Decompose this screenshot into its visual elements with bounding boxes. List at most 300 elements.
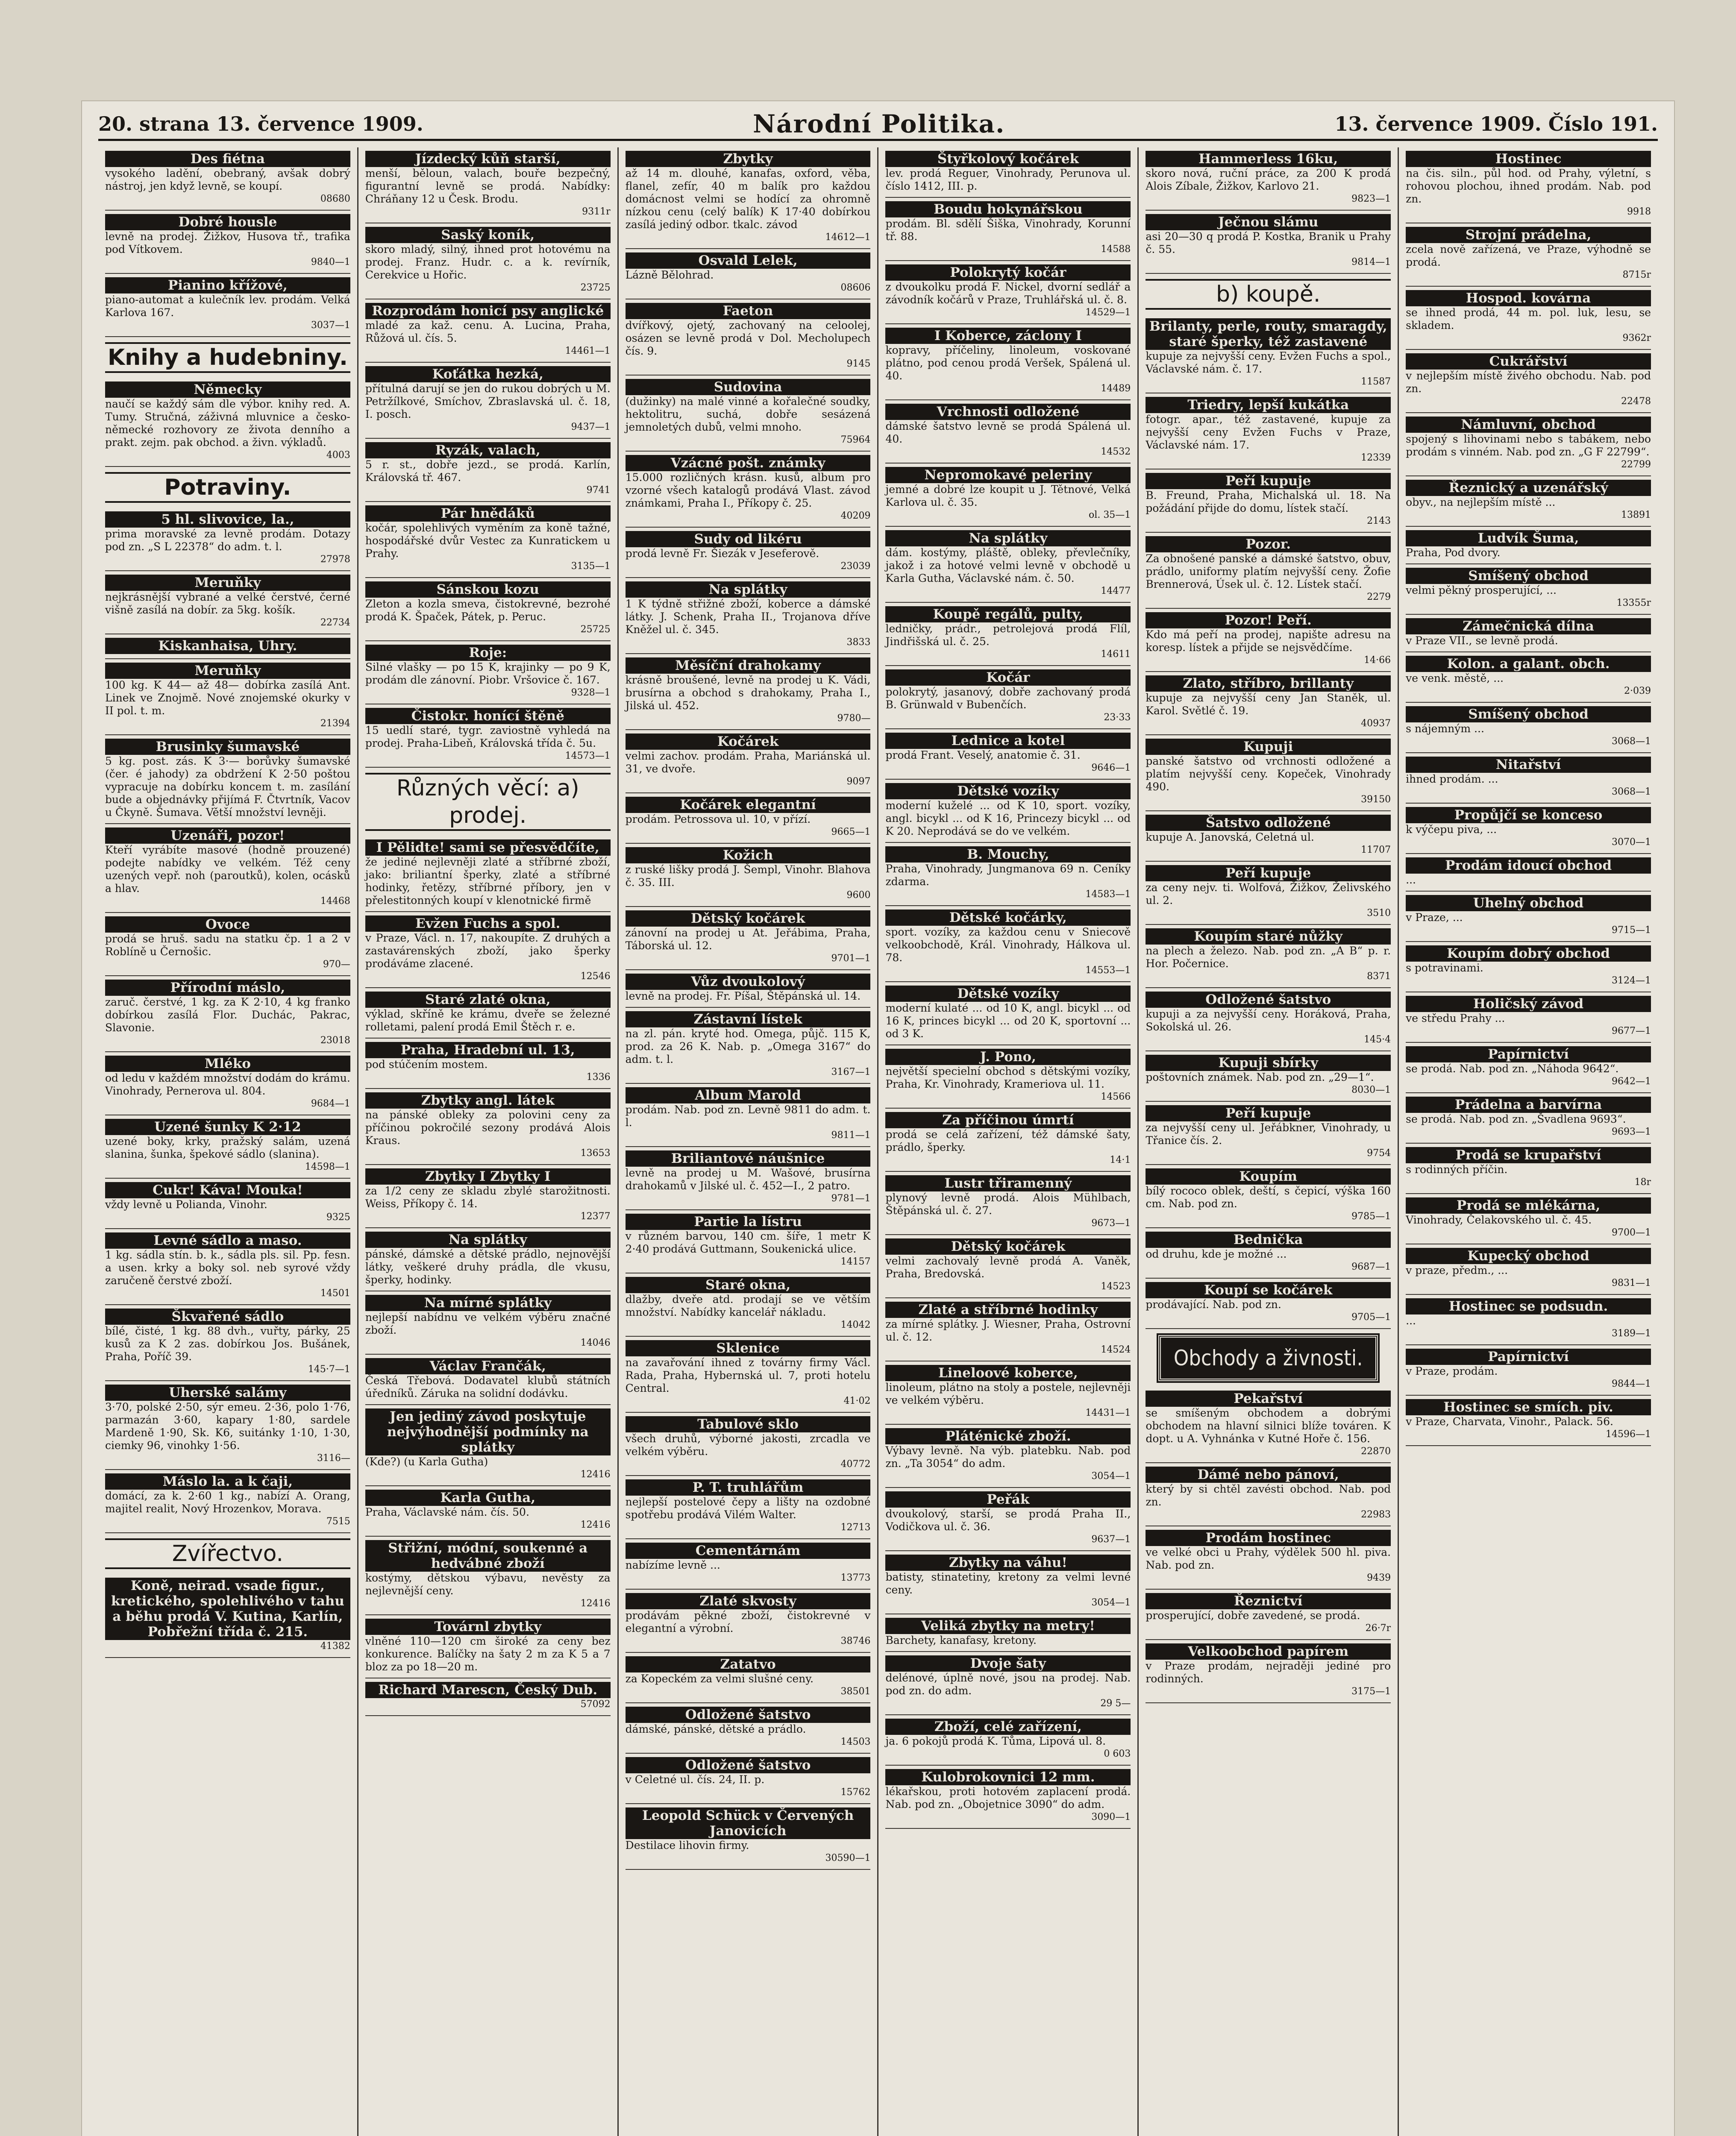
ad-headline: Kožich: [626, 847, 871, 863]
ad-reference-number: ol. 35—1: [1089, 510, 1131, 520]
ad-reference-number: 21394: [320, 718, 350, 729]
ad-reference-number: 12416: [580, 1598, 611, 1609]
ad-body: prodávající. Nab. pod zn.: [1146, 1298, 1281, 1311]
ad-body: ve venk. městě, ...: [1406, 672, 1504, 684]
classified-ad: [105, 1229, 350, 1305]
ad-reference-number: 9362r: [1622, 333, 1651, 343]
classified-ad: [885, 1298, 1131, 1361]
ad-headline: Holičský závod: [1406, 996, 1651, 1012]
ad-headline: Hostinec se smích. piv.: [1406, 1399, 1651, 1415]
ad-reference-number: 13773: [840, 1573, 871, 1583]
ad-headline: Prodám idoucí obchod: [1406, 857, 1651, 874]
ad-reference-number: 3037—1: [311, 320, 350, 331]
ad-reference-number: 9693—1: [1611, 1127, 1651, 1137]
ad-reference-number: 14611: [1101, 649, 1131, 660]
ad-headline: Dětský kočárek: [885, 1238, 1131, 1255]
classified-ad: [885, 198, 1131, 261]
classified-ad: [105, 147, 350, 211]
classified-ad: [1146, 1463, 1391, 1526]
ad-headline: Velkoobchod papírem: [1146, 1643, 1391, 1660]
ad-headline: Štyřkolový kočárek: [885, 151, 1131, 167]
ad-reference-number: 13653: [580, 1148, 611, 1159]
ad-body: největší specielní obchod s dětskými vozíky, Praha, Kr. Vinohrady, Krameriova ul. 11.: [885, 1065, 1131, 1090]
ad-reference-number: 9665—1: [831, 827, 871, 837]
classified-ad: [626, 578, 871, 654]
ad-reference-number: 9781—1: [831, 1193, 871, 1204]
ad-reference-number: 3124—1: [1611, 975, 1651, 986]
ad-body: od druhu, kde je možné ...: [1146, 1248, 1287, 1260]
classified-ad: [1406, 147, 1651, 223]
ad-body: sport. vozíky, za každou cenu v Sniecově velkoobchodě, Král. Vinohrady, Hálkova ul. 78.: [885, 926, 1131, 964]
ad-reference-number: 13355r: [1616, 598, 1651, 608]
ad-reference-number: 23·33: [1104, 712, 1131, 723]
classified-ad: [105, 735, 350, 824]
ad-body: výklad, skříně ke krámu, dveře se železné rolletami, palení prodá Emil Štěch r. e.: [365, 1008, 611, 1033]
classified-ad: [105, 1115, 350, 1179]
classified-ad: [1406, 1295, 1651, 1345]
classified-ad: [626, 452, 871, 528]
ad-reference-number: 9814—1: [1351, 257, 1391, 267]
ad-reference-number: 9705—1: [1351, 1312, 1391, 1323]
ad-body: s nájemným ...: [1406, 722, 1484, 735]
ad-body: dámské šatstvo levně se prodá Spálená ul. 40.: [885, 420, 1131, 445]
ad-headline: Richard Marescn, Český Dub.: [365, 1682, 611, 1698]
ad-headline: Dětské vozíky: [885, 986, 1131, 1002]
ad-headline: Vzácné pošt. známky: [626, 455, 871, 471]
classified-ad: [1406, 703, 1651, 753]
ad-headline: Kolon. a galant. obch.: [1406, 656, 1651, 672]
ad-reference-number: 14524: [1101, 1344, 1131, 1355]
classified-ad: [1406, 476, 1651, 527]
classified-ad: [626, 376, 871, 452]
ad-reference-number: 9754: [1367, 1148, 1391, 1159]
classified-ad: [885, 1551, 1131, 1614]
ad-reference-number: 3054—1: [1091, 1597, 1131, 1608]
ad-reference-number: 9328—1: [571, 687, 611, 698]
classified-ad: [1406, 892, 1651, 942]
ad-reference-number: 9600: [846, 890, 871, 901]
ad-reference-number: 7515: [326, 1516, 350, 1527]
classified-ad: [365, 1165, 611, 1228]
ad-headline: Kupecký obchod: [1406, 1248, 1651, 1264]
ad-body: uzené boky, krky, pražský salám, uzená slanina, šunka, špekové sádlo (slanina).: [105, 1135, 350, 1160]
ad-headline: Leopold Schück v Červených Janovicích: [626, 1807, 871, 1839]
ad-body: prodá Frant. Veselý, anatomie č. 31.: [885, 749, 1081, 761]
ad-reference-number: 14523: [1101, 1281, 1131, 1292]
classified-columns: [98, 147, 1658, 2136]
ad-body: pánské, dámské a dětské prádlo, nejnovější látky, veškeré druhy prádla, dle vkusu, šperky, hodinky.: [365, 1248, 611, 1286]
classified-ad: [626, 730, 871, 793]
ad-body: všech druhů, výborné jakosti, zrcadla ve velkém výběru.: [625, 1432, 871, 1458]
classified-ad: [1406, 564, 1651, 615]
ad-body: Silné vlašky — po 15 K, krajinky — po 9 K, prodám dle zánovní. Piobr. Vršovice č. 167.: [365, 661, 611, 686]
header-right: 13. července 1909. Číslo 191.: [1334, 112, 1658, 135]
ad-body: dlažby, dveře atd. prodají se ve větším množství. Nabídky kancelář nákladu.: [625, 1293, 871, 1318]
header-left: 20. strana 13. července 1909.: [98, 112, 423, 135]
classified-ad: [1406, 350, 1651, 413]
classified-ad: [365, 1291, 611, 1355]
ad-body: skoro mladý, silný, ihned prot hotovému na prodej. Franz. Hudr. c. a k. revírník, Cerekvice u Hořic.: [365, 243, 611, 281]
ad-body: velmi pěkný prosperující, ...: [1406, 584, 1557, 596]
classified-ad: [885, 843, 1131, 906]
ad-body: v Praze, ...: [1406, 911, 1463, 924]
classified-ad: [1406, 1093, 1651, 1144]
ad-reference-number: 9642—1: [1611, 1076, 1651, 1087]
classified-ad: [885, 1045, 1131, 1109]
ad-reference-number: 12416: [580, 1469, 611, 1480]
ad-reference-number: 145·4: [1364, 1034, 1391, 1045]
section-heading: Různých věcí: a) prodej.: [365, 773, 611, 831]
ad-reference-number: 14532: [1101, 446, 1131, 457]
ad-body: v různém barvou, 140 cm. šíře, 1 metr K 2·40 prodává Guttmann, Soukenická ulice.: [625, 1230, 871, 1255]
classified-ad: [626, 1273, 871, 1337]
classified-ad: [1406, 1194, 1651, 1244]
ad-headline: Jen jediný závod poskytuje nejvýhodnější podmínky na splátky: [365, 1408, 611, 1455]
ad-body: až 14 m. dlouhé, kanafas, oxford, věba, flanel, zefír, 40 m balík pro každou domácnost velmi se hodící za ohromně nízkou cenu (celý balík) K 17·40 dobírkou zasílá jediný odbor. tkalc. závod: [625, 167, 871, 231]
ad-reference-number: 12339: [1361, 452, 1391, 463]
classified-ad: [626, 147, 871, 249]
classified-ad: [885, 400, 1131, 464]
ad-headline: Partie la lístru: [626, 1214, 871, 1230]
ad-headline: Uzenáři, pozor!: [105, 827, 350, 844]
ad-reference-number: 3175—1: [1351, 1686, 1391, 1697]
ad-reference-number: 3068—1: [1611, 786, 1651, 797]
classified-ad: [1406, 804, 1651, 854]
ad-reference-number: 9325: [326, 1212, 350, 1223]
ad-body: nabízíme levně ...: [625, 1559, 720, 1571]
ad-body: prodávám pěkné zboží, čistokrevné v elegantní a výrobní.: [625, 1609, 871, 1634]
ad-headline: Faeton: [626, 303, 871, 319]
ad-headline: Přírodní máslo,: [105, 980, 350, 996]
classified-ad: [885, 147, 1131, 198]
ad-headline: Nitařství: [1406, 757, 1651, 773]
ad-headline: Rozprodám honicí psy anglické: [365, 303, 611, 319]
classified-ad: [365, 1405, 611, 1486]
ad-body: piano-automat a kulečník lev. prodám. Velká Karlova 167.: [105, 293, 350, 319]
ad-reference-number: 18r: [1634, 1177, 1651, 1188]
ad-headline: Pozor! Peří.: [1146, 612, 1391, 628]
ad-reference-number: 23039: [840, 561, 871, 572]
ad-body: mladé za kaž. cenu. A. Lucina, Praha, Růžová ul. čís. 5.: [365, 319, 611, 344]
ad-headline: Uzené šunky K 2·12: [105, 1119, 350, 1135]
classified-ad: [105, 508, 350, 571]
ad-body: batisty, stinatetiny, kretony za velmi levné ceny.: [885, 1571, 1131, 1596]
ad-reference-number: 9741: [586, 485, 611, 496]
ad-body: Praha, Pod dvory.: [1406, 546, 1501, 559]
ad-headline: Zástavní lístek: [626, 1011, 871, 1027]
classified-ad: [885, 1109, 1131, 1172]
ad-headline: Kočárek: [626, 734, 871, 750]
ad-reference-number: 14042: [840, 1320, 871, 1330]
ad-body: skoro nová, ruční práce, za 200 K prodá Alois Zíbale, Žižkov, Karlovo 21.: [1146, 167, 1391, 192]
ad-body: Vinohrady, Čelakovského ul. č. 45.: [1406, 1214, 1592, 1226]
ad-body: kočár, spolehlivých vyměním za koně tažné, hospodářské dvůr Vestec za Kunratickem u Prahy.: [365, 522, 611, 560]
ad-body: Lázně Bělohrad.: [625, 269, 714, 281]
ad-headline: Zámečnická dílna: [1406, 618, 1651, 634]
classified-ad: [1146, 1526, 1391, 1590]
ad-body: 5 r. st., dobře jezd., se prodá. Karlín, Královská tř. 467.: [365, 458, 611, 484]
ad-headline: Dámé nebo pánoví,: [1146, 1467, 1391, 1483]
ad-body: asi 20—30 q prodá P. Kostka, Branik u Prahy č. 55.: [1146, 230, 1391, 255]
classified-ad: [626, 1008, 871, 1084]
ad-reference-number: 9715—1: [1611, 925, 1651, 936]
ad-body: dám. kostýmy, pláště, obleky, převlečníky, jakož i za hotové velmi levně v obchodě u Karla Gutha, Václavské nám. č. 50.: [885, 546, 1131, 584]
ad-body: (Kde?) (u Karla Gutha): [365, 1455, 488, 1468]
ad-body: Barchety, kanafasy, kretony.: [885, 1634, 1037, 1646]
ad-headline: P. T. truhlářům: [626, 1479, 871, 1496]
classified-ad: [1406, 753, 1651, 804]
classified-ad: [1406, 1244, 1651, 1295]
ad-body: v Praze prodám, nejraději jediné pro rodinných.: [1146, 1660, 1391, 1685]
ad-headline: Na splátky: [885, 530, 1131, 546]
classified-ad: [626, 1804, 871, 1870]
classified-ad: [1406, 1043, 1651, 1093]
ad-headline: Papírnictví: [1406, 1349, 1651, 1365]
ad-headline: Na splátky: [365, 1232, 611, 1248]
classified-ad: [1146, 1590, 1391, 1640]
ad-reference-number: 9145: [846, 358, 871, 369]
classified-ad: [365, 836, 611, 912]
ad-body: delénové, úplně nové, jsou na prodej. Nab. pod zn. do adm.: [885, 1672, 1131, 1697]
ad-headline: Evžen Fuchs a spol.: [365, 915, 611, 932]
classified-ad: [1406, 413, 1651, 476]
ad-reference-number: 3189—1: [1611, 1328, 1651, 1339]
ad-headline: Tabulové sklo: [626, 1416, 871, 1432]
ad-body: prodá se hruš. sadu na statku čp. 1 a 2 v Roblíně u Černošic.: [105, 933, 350, 958]
ad-body: za 1/2 ceny ze skladu zbylé starožitnosti. Weiss, Příkopy č. 14.: [365, 1185, 611, 1210]
ad-headline: Odložené šatstvo: [626, 1757, 871, 1773]
ad-body: prodám. Nab. pod zn. Levně 9811 do adm. t. l.: [625, 1103, 871, 1129]
classified-ad: [1406, 652, 1651, 703]
ad-reference-number: 3116—: [317, 1453, 350, 1464]
ad-headline: Ryzák, valach,: [365, 442, 611, 458]
ad-reference-number: 41382: [320, 1641, 350, 1652]
classified-ad: [626, 528, 871, 578]
classified-ad: [105, 659, 350, 735]
classified-ad: [1406, 1345, 1651, 1396]
ad-headline: I Koberce, záclony I: [885, 328, 1131, 344]
ad-headline: Koupím: [1146, 1168, 1391, 1185]
ad-body: s rodinných příčin.: [1406, 1163, 1508, 1176]
ad-body: v Praze, prodám.: [1406, 1365, 1498, 1377]
ad-body: s potravinami.: [1406, 962, 1483, 974]
ad-body: pod stúčením mostem.: [365, 1058, 488, 1071]
ad-headline: Vrchnosti odložené: [885, 404, 1131, 420]
ad-headline: Hammerless 16ku,: [1146, 151, 1391, 167]
ad-body: na zavařování ihned z továrny firmy Václ. Rada, Praha, Hybernská ul. 7, proti hotelu Central.: [625, 1356, 871, 1394]
ad-headline: Dětský kočárek: [626, 910, 871, 927]
ad-headline: Uhelný obchod: [1406, 895, 1651, 911]
ad-reference-number: 9677—1: [1611, 1026, 1651, 1036]
classified-ad: [1146, 862, 1391, 925]
classified-ad: [365, 147, 611, 223]
classified-ad: [626, 844, 871, 907]
ad-headline: Briliantové náušnice: [626, 1150, 871, 1167]
ad-reference-number: 11707: [1361, 845, 1391, 855]
ad-body: 15.000 rozličných krásn. kusů, album pro vzorné všech katalogů prodává Vlast. závod známkami, Praha I., Příkopy č. 25.: [625, 471, 871, 509]
classified-ad: [105, 1574, 350, 1658]
ad-headline: Lustr třiramenný: [885, 1175, 1131, 1191]
classified-ad: [365, 578, 611, 641]
classified-ad: [626, 1539, 871, 1590]
ad-body: že jediné nejlevněji zlaté a stříbrné zboží, jako: briliantní šperky, zlaté a stříbrné hodinky, řetězy, stříbrné příbory, jen v přelestitonných koupí v klenotnické firmě: [365, 856, 611, 907]
ad-headline: Triedry, lepší kukátka: [1146, 397, 1391, 413]
ad-body: Česká Třebová. Dodavatel klubů státních úředníků. Záruka na solidní dodávku.: [365, 1374, 611, 1400]
ad-body: ja. 6 pokojů prodá K. Tůma, Lipová ul. 8.: [885, 1735, 1106, 1747]
ad-headline: Na splátky: [626, 581, 871, 598]
ad-headline: Sudy od likéru: [626, 531, 871, 547]
ad-reference-number: 12546: [580, 971, 611, 982]
ad-reference-number: 38746: [840, 1636, 871, 1646]
ad-body: lékařskou, proti hotovém zaplacení prodá. Nab. pod zn. „Obojetnice 3090“ do adm.: [885, 1785, 1131, 1810]
ad-reference-number: 40772: [840, 1459, 871, 1470]
ad-body: dvoukolový, starší, se prodá Praha II., Vodičkova ul. č. 36.: [885, 1508, 1131, 1533]
classified-ad: [1146, 1102, 1391, 1165]
classified-ad: [1146, 1640, 1391, 1703]
ad-reference-number: 38501: [840, 1686, 871, 1697]
ad-body: 15 uedlí staré, tygr. zaviostně vyhledá na prodej. Praha-Libeň, Královská třída č. 5u.: [365, 724, 611, 749]
classified-ad: [885, 464, 1131, 527]
ad-body: kupuje za nejvyšší ceny. Evžen Fuchs a spol., Václavské nám. č. 17.: [1146, 350, 1391, 375]
classified-ad: [1146, 609, 1391, 672]
ad-body: velmi zachov. prodám. Praha, Mariánská ul. 31, ve dvoře.: [625, 750, 871, 775]
ad-reference-number: 14477: [1101, 586, 1131, 596]
ad-headline: Pláténické zboží.: [885, 1428, 1131, 1444]
classified-ad: [626, 249, 871, 299]
ad-headline: Kupuji sbírky: [1146, 1055, 1391, 1071]
classified-ad: [885, 1766, 1131, 1829]
ad-reference-number: 9780—: [837, 713, 871, 724]
ad-headline: Střižní, módní, soukenné a hedvábné zboží: [365, 1540, 611, 1572]
ad-body: prodám. Petrossova ul. 10, v přízí.: [625, 813, 811, 825]
ad-headline: Lednice a kotel: [885, 733, 1131, 749]
ad-body: domácí, za k. 2·60 1 kg., nabízí A. Orang, majitel realit, Nový Hrozenkov, Morava.: [105, 1490, 350, 1515]
classified-ad: [365, 1089, 611, 1165]
ad-reference-number: 9311r: [582, 206, 611, 217]
classified-ad: [1406, 223, 1651, 287]
ad-headline: Sánskou kozu: [365, 581, 611, 598]
ad-headline: Pozor.: [1146, 536, 1391, 552]
classified-ad: [1146, 1387, 1391, 1463]
ad-reference-number: 3135—1: [571, 561, 611, 572]
ad-body: kupuje za nejvyšší ceny Jan Staněk, ul. Karol. Světlé č. 19.: [1146, 692, 1391, 717]
ad-headline: Koně, neirad. vsade figur., kretického, spolehlivého v tahu a běhu prodá V. Kutina, Karlín, Pobřežní třída č. 215.: [105, 1578, 350, 1640]
ad-body: jemné a dobré lze koupit u J. Tětnové, Velká Karlova ul. č. 35.: [885, 483, 1131, 508]
ad-body: 100 kg. K 44— až 48— dobírka zasílá Ant. Linek ve Znojmě. Nové znojemské okurky v II pol. t. m.: [105, 679, 350, 717]
ad-body: na plech a železo. Nab. pod zn. „A B“ p. r. Hor. Počernice.: [1146, 945, 1391, 970]
classified-ad: [365, 1486, 611, 1537]
classified-ad: [105, 976, 350, 1052]
ad-headline: Staré zlaté okna,: [365, 992, 611, 1008]
ad-body: prodá se celá zařízení, též dámské šaty, prádlo, šperky.: [885, 1128, 1131, 1153]
classified-ad: [105, 1470, 350, 1533]
ad-headline: Škvařené sádlo: [105, 1309, 350, 1325]
ad-reference-number: 2·039: [1624, 686, 1651, 696]
ad-body: v Praze, Charvata, Vinohr., Palack. 56.: [1406, 1415, 1613, 1428]
ad-body: B. Freund, Praha, Michalská ul. 18. Na požádání přijde do domu, lístek stačí.: [1146, 489, 1391, 514]
ad-headline: Peří kupuje: [1146, 865, 1391, 881]
ad-reference-number: 3070—1: [1611, 837, 1651, 848]
column-5: [1139, 147, 1399, 2136]
ad-body: v Celetné ul. čís. 24, II. p.: [625, 1773, 765, 1786]
classified-ad: [626, 1147, 871, 1210]
classified-ad: [1146, 393, 1391, 469]
section-heading: Knihy a hudebniny.: [105, 342, 350, 373]
ad-body: prosperující, dobře zavedené, se prodá.: [1146, 1609, 1360, 1622]
ad-reference-number: 9785—1: [1351, 1211, 1391, 1222]
ad-headline: Smíšený obchod: [1406, 706, 1651, 722]
ad-reference-number: 14489: [1101, 383, 1131, 394]
ad-reference-number: 0 603: [1104, 1749, 1131, 1759]
ad-reference-number: 08606: [840, 282, 871, 293]
ad-body: polokrytý, jasanový, dobře zachovaný prodá B. Grünwald v Bubenčích.: [885, 686, 1131, 711]
ad-body: linoleum, plátno na stoly a postele, nejlevněji ve velkém výběru.: [885, 1381, 1131, 1406]
ad-reference-number: 9823—1: [1351, 194, 1391, 204]
column-6: [1399, 147, 1658, 2136]
classified-ad: [365, 1039, 611, 1089]
column-3: [619, 147, 879, 2136]
ad-headline: Měsíční drahokamy: [626, 657, 871, 674]
ad-body: nejlepší postelové čepy a lišty na ozdobné spotřebu prodává Vilém Walter.: [625, 1496, 871, 1521]
ad-headline: Des fiétna: [105, 151, 350, 167]
ad-body: za ceny nejv. ti. Wolfová, Žižkov, Želivského ul. 2.: [1146, 881, 1391, 907]
classified-ad: [365, 1537, 611, 1615]
ad-body: plynový levně prodá. Alois Mühlbach, Štěpánská ul. č. 27.: [885, 1191, 1131, 1217]
ad-headline: Hospod. kovárna: [1406, 290, 1651, 306]
ad-reference-number: 75964: [840, 434, 871, 445]
ad-body: v nejlepším místě živého obchodu. Nab. pod zn.: [1406, 370, 1651, 395]
ad-reference-number: 9439: [1367, 1573, 1391, 1583]
ad-headline: Peří kupuje: [1146, 473, 1391, 489]
classified-ad: [1406, 992, 1651, 1043]
ad-body: od ledu v každém množství dodám do krámu. Vinohrady, Pernerova ul. 804.: [105, 1072, 350, 1097]
ad-body: 5 kg. post. zás. K 3·— borůvky šumavské (čer. é jahody) za obdržení K 2·50 poštou vypracuje na dobírku koncem t. m. zasílání bude a objednávky přijímá F. Čtvrtník, Vacov u Čkyně. Šumava. Větší množství levněji.: [105, 755, 350, 819]
ad-body: z dvoukolku prodá F. Nickel, dvorní sedlář a závodník kočárů v Praze, Truhlářská ul. č. 8.: [885, 281, 1131, 306]
ad-headline: Zbytky I Zbytky I: [365, 1168, 611, 1185]
newspaper-page: [81, 100, 1675, 2136]
classified-ad: [105, 634, 350, 659]
ad-headline: Zlaté skvosty: [626, 1593, 871, 1609]
ad-body: prima moravské za levně prodám. Dotazy pod zn. „S L 22378“ do adm. t. l.: [105, 528, 350, 553]
ad-headline: Kočár: [885, 669, 1131, 686]
ad-headline: Zbytky angl. látek: [365, 1092, 611, 1109]
column-1: [98, 147, 358, 2136]
classified-ad: [1406, 942, 1651, 992]
classified-ad: [1146, 147, 1391, 211]
ad-headline: Továrnl zbytky: [365, 1619, 611, 1635]
ad-reference-number: 970—: [323, 959, 350, 970]
masthead-title: Národní Politika.: [752, 109, 1005, 138]
ad-reference-number: 9840—1: [311, 257, 350, 267]
ad-headline: Bednička: [1146, 1232, 1391, 1248]
ad-headline: Německy: [105, 381, 350, 398]
ad-body: bílé, čisté, 1 kg. 88 dvh., vuřty, párky, 25 kusů za K 2 zas. dobírkou Jos. Bušánek, Praha, Poříč 39.: [105, 1325, 350, 1363]
ad-headline: Smíšený obchod: [1406, 568, 1651, 584]
classified-ad: [1146, 1279, 1391, 1329]
ad-body: dámské, pánské, dětské a prádlo.: [625, 1723, 806, 1735]
ad-reference-number: 57092: [580, 1699, 611, 1710]
classified-ad: [365, 641, 611, 704]
ad-headline: Mléko: [105, 1056, 350, 1072]
ad-headline: Dětské kočárky,: [885, 910, 1131, 926]
ad-reference-number: 9918: [1627, 206, 1651, 217]
classified-ad: [365, 363, 611, 439]
ad-reference-number: 26·7r: [1365, 1623, 1391, 1634]
ad-reference-number: 9831—1: [1611, 1278, 1651, 1288]
ad-reference-number: 145·7—1: [308, 1364, 350, 1375]
ad-body: dvířkový, ojetý, zachovaný na celoolej, osázen se levně prodá v Dol. Mecholupech čís. 9.: [625, 319, 871, 357]
ad-body: levně na prodej. Fr. Píšal, Štěpánská ul. 14.: [625, 990, 861, 1002]
